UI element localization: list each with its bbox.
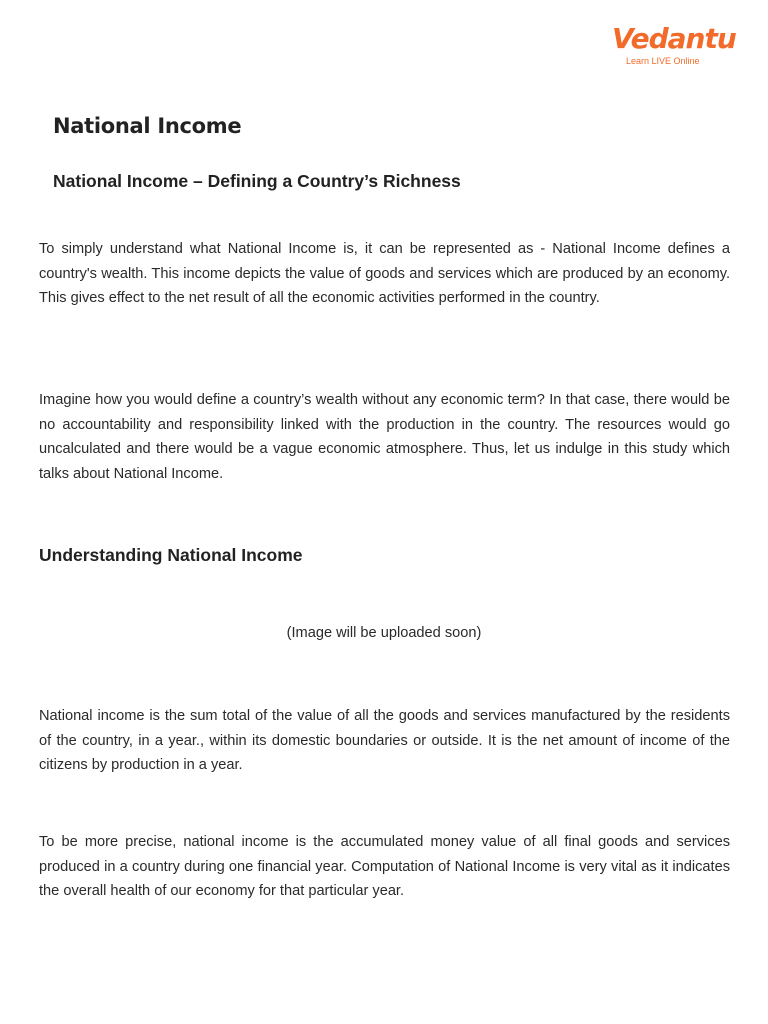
section-heading: Understanding National Income — [39, 545, 303, 565]
brand-logo — [612, 22, 736, 72]
intro-paragraph-2: Imagine how you would define a country’s wealth without any economic term? In that case, there would be no accountability and responsibility linked with the production in the country. The resources would go uncalculated and there would be a vague economic atmosphere. Thus, let us indulge in this study which talks about National Income. — [39, 392, 730, 482]
section-paragraph-2: To be more precise, national income is the accumulated money value of all final goods and services produced in a country during one financial year. Computation of National Income is very vital as it indicates the overall health of our economy for that particular year. — [39, 834, 730, 900]
section-paragraph-1: National income is the sum total of the value of all the goods and services manufactured by the residents of the country, in a year., within its domestic boundaries or outside. It is the net amount of income of the citizens by production in a year. — [39, 708, 730, 774]
page-title: National Income — [53, 114, 242, 138]
brand-name: Vedantu — [612, 22, 736, 55]
image-placeholder: (Image will be uploaded soon) — [286, 625, 482, 641]
intro-paragraph-1: To simply understand what National Income is, it can be represented as - National Income defines a country's wealth. This income depicts the value of goods and services which are produced by an economy. This gives effect to the net result of all the economic activities performed in the country. — [39, 241, 730, 307]
page-subtitle: National Income – Defining a Country’s Richness — [53, 171, 461, 191]
brand-tagline: Learn LIVE Online — [626, 56, 700, 66]
